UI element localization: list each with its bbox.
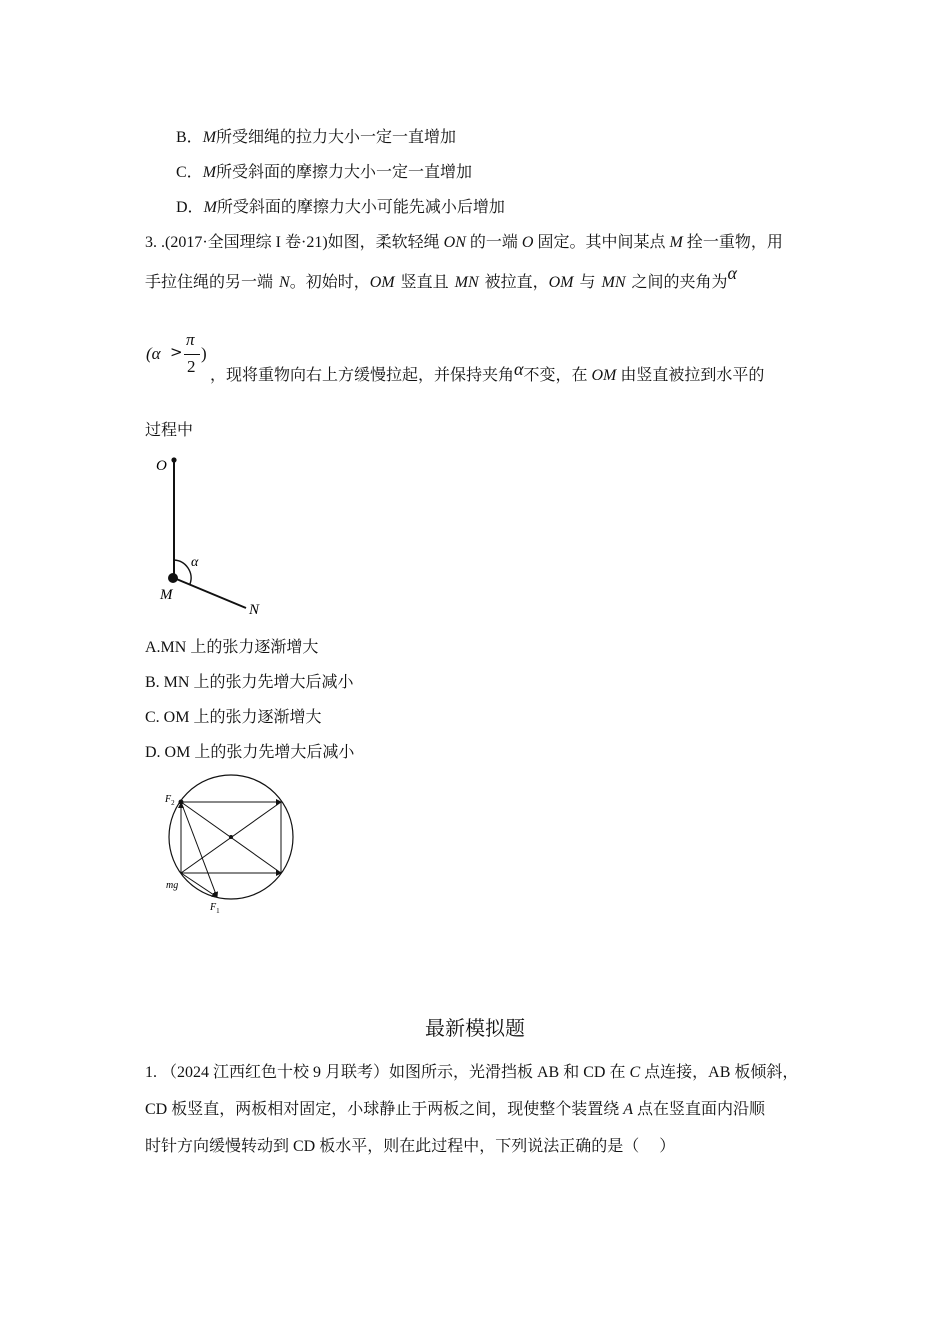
circle-center xyxy=(229,835,233,839)
label-f2: $F_2$ xyxy=(165,794,175,807)
q3-option-c: C. OM 上的张力逐渐增大 xyxy=(145,709,322,726)
option-d: D．M所受斜面的摩擦力大小可能先减小后增加 xyxy=(176,199,505,216)
q1-line-1: 1. （2024 江西红色十校 9 月联考）如图所示，光滑挡板 AB 和 CD 在 C 点连接，AB 板倾斜， xyxy=(145,1064,799,1081)
label-m: M xyxy=(160,587,173,603)
q1-line-2: CD 板竖直，两板相对固定，小球静止于两板之间，现使整个装置绕 A 点在竖直面内沿顺 xyxy=(145,1101,766,1118)
option-c: C．M所受斜面的摩擦力大小一定一直增加 xyxy=(176,164,473,181)
force-circle-diagram xyxy=(160,772,300,917)
q3-option-b: B. MN 上的张力先增大后减小 xyxy=(145,674,354,691)
rope-diagram xyxy=(150,450,270,620)
q1-line-3: 时针方向缓慢转动到 CD 板水平，则在此过程中，下列说法正确的是（ ） xyxy=(145,1138,676,1155)
section-title: 最新模拟题 xyxy=(425,1018,525,1040)
label-alpha: α xyxy=(191,555,199,570)
q3-line-1: 3. .(2017·全国理综 I 卷·21)如图，柔软轻绳 ON 的一端 O 固定。其中间某点 M 拴一重物，用 xyxy=(145,234,783,251)
q3-line-4: 过程中 xyxy=(145,422,194,439)
q3-option-d: D. OM 上的张力先增大后减小 xyxy=(145,744,355,761)
option-b: B．M所受细绳的拉力大小一定一直增加 xyxy=(176,129,457,146)
label-n: N xyxy=(249,602,260,618)
angle-condition-formula: (α > π 2 ) xyxy=(146,330,207,376)
f1-vector xyxy=(181,802,217,897)
label-mg: mg xyxy=(166,880,179,891)
point-m-weight xyxy=(168,573,178,583)
f2-vector xyxy=(181,873,217,897)
q3-line-2: 手拉住绳的另一端 N。初始时，OM 竖直且 MN 被拉直，OM 与 MN 之间的夹角为α xyxy=(145,263,737,291)
fraction-bar xyxy=(184,354,200,355)
label-f1: $F_1$ xyxy=(210,902,220,915)
point-o xyxy=(171,457,176,462)
point-f2 xyxy=(179,800,184,805)
q3-option-a: A.MN 上的张力逐渐增大 xyxy=(145,639,319,656)
label-o: O xyxy=(156,458,167,474)
q3-line-3: ，现将重物向右上方缓慢拉起，并保持夹角α不变，在 OM 由竖直被拉到水平的 xyxy=(210,359,765,384)
rope-mn xyxy=(174,578,246,608)
